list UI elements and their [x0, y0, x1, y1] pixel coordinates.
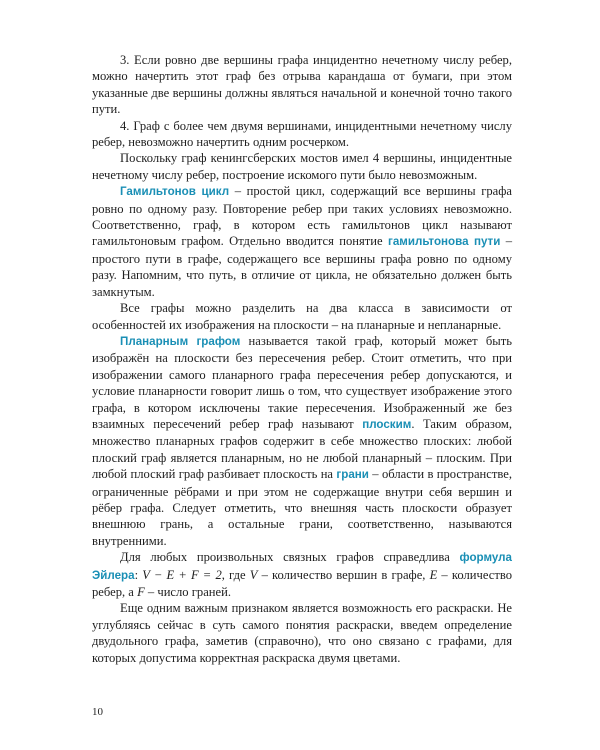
paragraph-text: . Таким образом, множество планарных графов содержит в себе множество плоских: любой плоский граф является планарным, но не любой планарный – плоским. При любой плоский граф разбивает плоскость на: [92, 416, 512, 482]
paragraph-text: Поскольку граф кенингсберских мостов имел 4 вершины, инцидентные нечетному числу ребер, построение искомого пути было невозможным.: [92, 151, 512, 182]
paragraph: [92, 300, 512, 333]
paragraph-text: 4. Граф с более чем двумя вершинами, инцидентными нечетному числу ребер, невозможно начертить одним росчерком.: [92, 118, 512, 150]
paragraph-text: – простого пути в графе, содержащего все вершины графа ровно по одному разу. Напомним, что путь, в отличие от цикла, не обязательно должен быть замкнутым.: [92, 234, 513, 299]
paragraph-text: – количество ребер, а: [92, 567, 512, 599]
paragraph: [92, 549, 512, 600]
paragraph-text: – области в пространстве, ограниченные рёбрами и при этом не содержащие внутри себя вершин и рёбер графа. Следует отметить, что внешняя часть плоскости образует внешнюю грань, а остальные грани, соответственно, называются внутренними.: [92, 467, 512, 548]
highlighted-term: формула Эйлера: [92, 551, 512, 582]
paragraph: [92, 600, 512, 666]
math-expression: E: [429, 567, 438, 582]
highlighted-term: Планарным графом: [120, 334, 241, 348]
paragraph: [92, 183, 512, 300]
highlighted-term: гамильтонова пути: [387, 235, 501, 249]
paragraph-text: Еще одним важным признаком является возможность его раскраски. Не углубляясь сейчас в суть самого понятия раскраски, введем определение двудольного графа, заметив (справочно), что оно связано с графами, для которых допустима корректная раскраска двумя цветами.: [92, 601, 512, 665]
paragraph-text: называется такой граф, который может быть изображён на плоскости без пересечения ребер. Стоит отметить, что при изображении самого планарного графа пересечения ребер допускаются, и условие планарности говорит лишь о том, что существует изображение этого графа, в котором исключены такие пересечения. Изображенный же без взаимных пересечений ребер граф называют: [92, 333, 512, 431]
paragraph-text: 3. Если ровно две вершины графа инцидентно нечетному числу ребер, можно начертить этот граф без отрыва карандаша от бумаги, при этом указанные две вершины должны являться начальной и конечной точно такого пути.: [92, 53, 512, 117]
paragraph: [92, 118, 512, 151]
paragraph: [92, 52, 512, 118]
paragraph-text: – простой цикл, содержащий все вершины графа ровно по одному разу. Повторение ребер при таких условиях невозможно. Соответственно, граф, в котором есть гамильтонов цикл называют гамильтоновым графом. Отдельно вводится понятие: [92, 184, 512, 249]
paragraph-text: Все графы можно разделить на два класса в зависимости от особенностей их изображения на плоскости – на планарные и непланарные.: [92, 301, 512, 332]
math-expression: V: [249, 567, 258, 582]
paragraph-text: – число граней.: [144, 585, 232, 599]
paragraph-text: Для любых произвольных связных графов справедлива: [120, 550, 460, 565]
highlighted-term: грани: [336, 468, 369, 482]
math-expression: F: [137, 585, 145, 599]
paragraph-text: , где: [221, 567, 250, 582]
paragraph-text: :: [134, 567, 143, 582]
highlighted-term: плоским: [362, 417, 412, 431]
paragraph: [92, 333, 512, 549]
math-expression: V − E + F = 2: [142, 567, 222, 582]
page-number: 10: [92, 706, 103, 718]
highlighted-term: Гамильтонов цикл: [120, 185, 230, 199]
paragraph-text: – количество вершин в графе,: [257, 567, 430, 582]
document-body: [92, 52, 512, 666]
paragraph: [92, 150, 512, 183]
